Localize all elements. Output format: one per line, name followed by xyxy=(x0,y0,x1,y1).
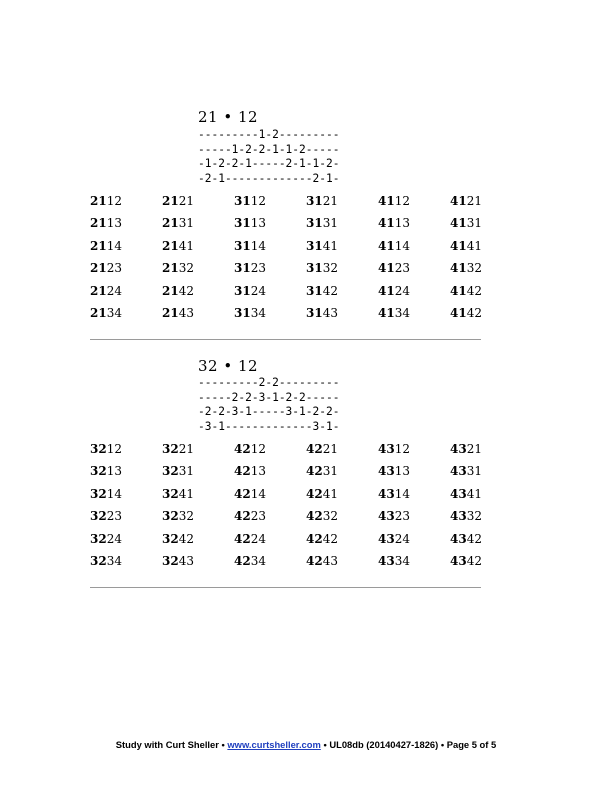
pattern-cell xyxy=(306,194,338,208)
pattern-cell xyxy=(378,261,410,275)
footer-prefix: Study with Curt Sheller • xyxy=(115,739,228,750)
pattern-cell xyxy=(90,194,122,208)
pattern-tail: 24 xyxy=(250,283,266,298)
pattern-lead: 43 xyxy=(450,486,467,501)
pattern-cell xyxy=(90,306,122,320)
pattern-lead: 41 xyxy=(378,261,395,276)
pattern-lead: 43 xyxy=(378,442,395,456)
pattern-cell xyxy=(234,509,266,523)
pattern-lead: 21 xyxy=(162,194,179,208)
pattern-tail: 13 xyxy=(106,216,122,231)
pattern-cell xyxy=(450,194,482,208)
pattern-lead: 32 xyxy=(162,531,179,546)
pattern-lead: 41 xyxy=(378,216,395,231)
pattern-row xyxy=(90,306,490,328)
pattern-cell xyxy=(90,532,122,546)
pattern-tail: 32 xyxy=(466,261,482,276)
pattern-tail: 24 xyxy=(106,283,122,298)
pattern-tail: 24 xyxy=(106,531,122,546)
section-divider xyxy=(90,339,481,340)
pattern-cell xyxy=(162,239,194,253)
pattern-lead: 41 xyxy=(450,216,467,231)
pattern-lead: 32 xyxy=(90,553,107,568)
pattern-tail: 12 xyxy=(106,442,122,456)
pattern-tail: 23 xyxy=(394,509,410,524)
pattern-cell xyxy=(234,554,266,568)
pattern-lead: 31 xyxy=(306,216,323,231)
pattern-cell xyxy=(162,532,194,546)
tab-line: -3-1-------------3-1- xyxy=(198,419,340,433)
pattern-tail: 13 xyxy=(250,216,266,231)
pattern-lead: 42 xyxy=(234,486,251,501)
pattern-cell xyxy=(306,306,338,320)
pattern-cell xyxy=(378,216,410,230)
pattern-cell xyxy=(306,442,338,456)
pattern-cell xyxy=(450,532,482,546)
pattern-tail: 23 xyxy=(394,261,410,276)
tab-line: -2-2-3-1-----3-1-2-2- xyxy=(198,405,340,419)
pattern-cell xyxy=(234,284,266,298)
pattern-tail: 31 xyxy=(178,216,194,231)
pattern-cell xyxy=(162,261,194,275)
pattern-lead: 43 xyxy=(450,464,467,479)
pattern-lead: 41 xyxy=(378,305,395,320)
pattern-lead: 32 xyxy=(90,442,107,456)
pattern-lead: 31 xyxy=(306,194,323,208)
footer-suffix: • UL08db (20140427-1826) • Page 5 of 5 xyxy=(323,739,497,750)
pattern-tail: 21 xyxy=(322,442,338,456)
pattern-tail: 32 xyxy=(322,261,338,276)
pattern-lead: 21 xyxy=(90,283,107,298)
pattern-tail: 41 xyxy=(466,238,482,253)
pattern-cell xyxy=(378,532,410,546)
pattern-tail: 23 xyxy=(250,261,266,276)
pattern-lead: 43 xyxy=(378,486,395,501)
pattern-cell xyxy=(90,442,122,456)
pattern-cell xyxy=(306,261,338,275)
pattern-cell xyxy=(90,487,122,501)
pattern-lead: 31 xyxy=(234,261,251,276)
pattern-tail: 42 xyxy=(466,283,482,298)
pattern-lead: 31 xyxy=(306,238,323,253)
pattern-tail: 41 xyxy=(466,486,482,501)
pattern-lead: 31 xyxy=(234,194,251,208)
pattern-cell xyxy=(450,554,482,568)
pattern-tail: 12 xyxy=(250,194,266,208)
tab-line: -1-2-2-1-----2-1-1-2- xyxy=(198,157,340,171)
pattern-grid xyxy=(90,194,490,328)
pattern-cell xyxy=(162,554,194,568)
pattern-tail: 13 xyxy=(394,216,410,231)
pattern-cell xyxy=(90,261,122,275)
pattern-lead: 21 xyxy=(90,305,107,320)
pattern-tail: 24 xyxy=(250,531,266,546)
pattern-lead: 43 xyxy=(378,531,395,546)
pattern-lead: 21 xyxy=(90,194,107,208)
pattern-cell xyxy=(234,464,266,478)
pattern-cell xyxy=(378,284,410,298)
pattern-tail: 13 xyxy=(106,464,122,479)
pattern-row xyxy=(90,216,490,238)
pattern-cell xyxy=(450,442,482,456)
pattern-cell xyxy=(378,194,410,208)
pattern-cell xyxy=(234,194,266,208)
pattern-lead: 43 xyxy=(378,509,395,524)
pattern-row xyxy=(90,509,490,531)
tab-line: -2-1-------------2-1- xyxy=(198,171,340,185)
pattern-lead: 42 xyxy=(234,531,251,546)
pattern-lead: 43 xyxy=(450,442,467,456)
pattern-cell xyxy=(378,509,410,523)
footer-link[interactable]: www.curtsheller.com xyxy=(227,739,321,750)
pattern-lead: 43 xyxy=(450,509,467,524)
pattern-tail: 12 xyxy=(394,194,410,208)
pattern-tail: 14 xyxy=(394,238,410,253)
pattern-cell xyxy=(90,239,122,253)
pattern-cell xyxy=(162,284,194,298)
pattern-tail: 32 xyxy=(466,509,482,524)
pattern-tail: 32 xyxy=(178,509,194,524)
pattern-tail: 43 xyxy=(178,553,194,568)
pattern-cell xyxy=(450,239,482,253)
pattern-lead: 42 xyxy=(306,531,323,546)
pattern-tail: 41 xyxy=(322,238,338,253)
pattern-lead: 41 xyxy=(450,283,467,298)
pattern-cell xyxy=(378,239,410,253)
pattern-tail: 34 xyxy=(394,305,410,320)
pattern-lead: 43 xyxy=(378,464,395,479)
pattern-cell xyxy=(378,464,410,478)
pattern-tail: 41 xyxy=(178,238,194,253)
pattern-cell xyxy=(378,442,410,456)
pattern-lead: 32 xyxy=(90,509,107,524)
pattern-tail: 31 xyxy=(466,464,482,479)
pattern-tail: 14 xyxy=(394,486,410,501)
pattern-cell xyxy=(162,306,194,320)
pattern-cell xyxy=(90,509,122,523)
pattern-lead: 31 xyxy=(234,216,251,231)
tab-line: -----1-2-2-1-1-2----- xyxy=(198,142,340,156)
pattern-tail: 14 xyxy=(106,486,122,501)
pattern-cell xyxy=(90,464,122,478)
pattern-cell xyxy=(306,464,338,478)
pattern-tail: 34 xyxy=(250,553,266,568)
pattern-lead: 32 xyxy=(90,464,107,479)
pattern-tail: 23 xyxy=(250,509,266,524)
pattern-lead: 42 xyxy=(234,553,251,568)
pattern-cell xyxy=(306,487,338,501)
pattern-row xyxy=(90,554,490,576)
pattern-cell xyxy=(378,554,410,568)
pattern-cell xyxy=(162,442,194,456)
pattern-lead: 41 xyxy=(450,238,467,253)
pattern-cell xyxy=(378,306,410,320)
footer xyxy=(0,739,612,750)
pattern-tail: 13 xyxy=(250,464,266,479)
pattern-lead: 32 xyxy=(162,442,179,456)
pattern-tail: 34 xyxy=(106,305,122,320)
pattern-lead: 41 xyxy=(450,261,467,276)
pattern-cell xyxy=(306,554,338,568)
pattern-cell xyxy=(90,554,122,568)
pattern-lead: 42 xyxy=(306,464,323,479)
pattern-cell xyxy=(162,487,194,501)
pattern-cell xyxy=(450,261,482,275)
pattern-row xyxy=(90,284,490,306)
pattern-lead: 42 xyxy=(306,553,323,568)
pattern-lead: 21 xyxy=(162,238,179,253)
pattern-row xyxy=(90,532,490,554)
pattern-lead: 41 xyxy=(378,194,395,208)
pattern-cell xyxy=(162,216,194,230)
pattern-lead: 21 xyxy=(90,238,107,253)
pattern-tail: 31 xyxy=(466,216,482,231)
pattern-cell xyxy=(450,487,482,501)
pattern-lead: 31 xyxy=(306,305,323,320)
pattern-tail: 31 xyxy=(322,216,338,231)
section-divider xyxy=(90,587,481,588)
tab-line: -----2-2-3-1-2-2----- xyxy=(198,390,340,404)
pattern-cell xyxy=(234,442,266,456)
pattern-tail: 32 xyxy=(322,509,338,524)
pattern-tail: 42 xyxy=(466,553,482,568)
pattern-row xyxy=(90,487,490,509)
pattern-lead: 41 xyxy=(378,238,395,253)
pattern-tail: 23 xyxy=(106,261,122,276)
pattern-lead: 21 xyxy=(162,261,179,276)
pattern-tail: 43 xyxy=(322,305,338,320)
section-title: 21 • 12 xyxy=(198,108,259,126)
pattern-cell xyxy=(234,306,266,320)
pattern-row xyxy=(90,239,490,261)
pattern-lead: 42 xyxy=(306,442,323,456)
pattern-tail: 13 xyxy=(394,464,410,479)
pattern-grid xyxy=(90,442,490,576)
pattern-cell xyxy=(162,194,194,208)
pattern-cell xyxy=(306,532,338,546)
pattern-lead: 41 xyxy=(450,194,467,208)
section-title: 32 • 12 xyxy=(198,357,259,375)
pattern-tail: 24 xyxy=(394,531,410,546)
pattern-lead: 41 xyxy=(378,283,395,298)
pattern-tail: 21 xyxy=(178,194,194,208)
pattern-lead: 32 xyxy=(162,464,179,479)
pattern-tail: 24 xyxy=(394,283,410,298)
pattern-lead: 21 xyxy=(162,305,179,320)
pattern-tail: 34 xyxy=(250,305,266,320)
pattern-cell xyxy=(234,216,266,230)
pattern-cell xyxy=(306,216,338,230)
pattern-lead: 32 xyxy=(162,553,179,568)
pattern-cell xyxy=(162,464,194,478)
pattern-cell xyxy=(162,509,194,523)
pattern-tail: 41 xyxy=(322,486,338,501)
pattern-lead: 42 xyxy=(234,509,251,524)
pattern-tail: 12 xyxy=(394,442,410,456)
pattern-tail: 21 xyxy=(322,194,338,208)
tab-line: ---------2-2--------- xyxy=(198,376,340,389)
pattern-cell xyxy=(234,532,266,546)
pattern-lead: 21 xyxy=(90,216,107,231)
pattern-tail: 14 xyxy=(250,238,266,253)
pattern-tail: 43 xyxy=(178,305,194,320)
pattern-cell xyxy=(306,284,338,298)
pattern-tail: 14 xyxy=(250,486,266,501)
pattern-lead: 31 xyxy=(306,283,323,298)
pattern-lead: 21 xyxy=(162,216,179,231)
pattern-tail: 12 xyxy=(106,194,122,208)
pattern-cell xyxy=(234,487,266,501)
pattern-lead: 42 xyxy=(306,509,323,524)
pattern-cell xyxy=(450,284,482,298)
pattern-lead: 31 xyxy=(306,261,323,276)
pattern-tail: 21 xyxy=(466,442,482,456)
pattern-lead: 32 xyxy=(90,531,107,546)
pattern-tail: 31 xyxy=(322,464,338,479)
pattern-tail: 42 xyxy=(322,531,338,546)
pattern-tail: 14 xyxy=(106,238,122,253)
pattern-lead: 32 xyxy=(162,486,179,501)
pattern-cell xyxy=(234,239,266,253)
pattern-cell xyxy=(450,464,482,478)
pattern-tail: 23 xyxy=(106,509,122,524)
pattern-tail: 42 xyxy=(178,531,194,546)
pattern-lead: 42 xyxy=(306,486,323,501)
pattern-tail: 31 xyxy=(178,464,194,479)
pattern-lead: 42 xyxy=(234,442,251,456)
pattern-lead: 21 xyxy=(162,283,179,298)
pattern-row xyxy=(90,442,490,464)
pattern-cell xyxy=(90,216,122,230)
pattern-tail: 42 xyxy=(178,283,194,298)
pattern-tail: 21 xyxy=(466,194,482,208)
pattern-lead: 32 xyxy=(90,486,107,501)
pattern-cell xyxy=(450,509,482,523)
pattern-lead: 31 xyxy=(234,283,251,298)
pattern-cell xyxy=(306,239,338,253)
pattern-tail: 41 xyxy=(178,486,194,501)
pattern-cell xyxy=(450,216,482,230)
pattern-tail: 21 xyxy=(178,442,194,456)
tab-line: ---------1-2--------- xyxy=(198,128,340,141)
pattern-cell xyxy=(90,284,122,298)
pattern-cell xyxy=(234,261,266,275)
pattern-cell xyxy=(450,306,482,320)
pattern-lead: 32 xyxy=(162,509,179,524)
pattern-tail: 32 xyxy=(178,261,194,276)
pattern-tail: 12 xyxy=(250,442,266,456)
pattern-lead: 43 xyxy=(378,553,395,568)
pattern-tail: 42 xyxy=(322,283,338,298)
pattern-tail: 34 xyxy=(394,553,410,568)
pattern-tail: 42 xyxy=(466,531,482,546)
pattern-tail: 42 xyxy=(466,305,482,320)
pattern-lead: 41 xyxy=(450,305,467,320)
pattern-cell xyxy=(306,509,338,523)
pattern-cell xyxy=(378,487,410,501)
pattern-row xyxy=(90,464,490,486)
pattern-lead: 21 xyxy=(90,261,107,276)
pattern-lead: 42 xyxy=(234,464,251,479)
pattern-tail: 43 xyxy=(322,553,338,568)
pattern-tail: 34 xyxy=(106,553,122,568)
pattern-lead: 31 xyxy=(234,305,251,320)
pattern-row xyxy=(90,194,490,216)
pattern-row xyxy=(90,261,490,283)
pattern-lead: 31 xyxy=(234,238,251,253)
pattern-lead: 43 xyxy=(450,531,467,546)
pattern-lead: 43 xyxy=(450,553,467,568)
